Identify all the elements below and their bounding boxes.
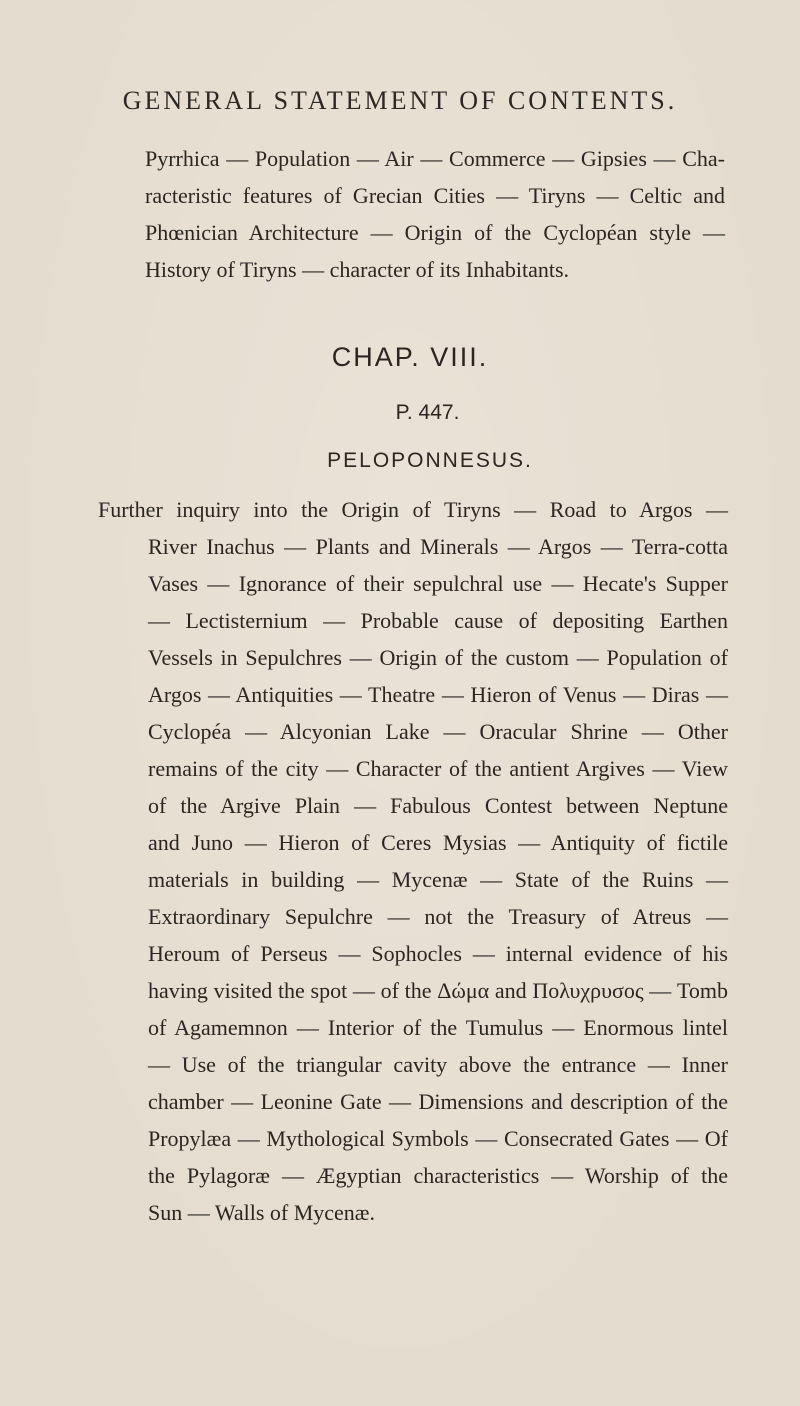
summary-line: — Use of the triangular cavity above the entrance — Inner [148, 1052, 728, 1077]
summary-line: the Pylagoræ — Ægyptian characteristics — Worship of the [148, 1163, 728, 1188]
summary-line: having visited the spot — of the Δώμα and Πολυχρυσος — Tomb [148, 978, 728, 1003]
summary-line: remains of the city — Character of the antient Argives — View [148, 756, 728, 781]
summary-line: Sun — Walls of Mycenæ. [148, 1200, 375, 1225]
summary-line: chamber — Leonine Gate — Dimensions and description of the [148, 1089, 728, 1114]
summary-line: Propylæa — Mythological Symbols — Consecrated Gates — Of [148, 1126, 728, 1151]
summary-line: River Inachus — Plants and Minerals — Argos — Terra-cotta [148, 534, 728, 559]
summary-line: — Lectisternium — Probable cause of depositing Earthen [148, 608, 728, 633]
chapter-summary [98, 491, 728, 1231]
summary-line: Vases — Ignorance of their sepulchral use — Hecate's Supper [148, 571, 728, 596]
summary-line: Vessels in Sepulchres — Origin of the custom — Population of [148, 645, 728, 670]
intro-paragraph [145, 140, 725, 288]
intro-line: racteristic features of Grecian Cities — Tiryns — Celtic and [145, 183, 725, 208]
page-reference: P. 447. [395, 401, 460, 424]
summary-line: materials in building — Mycenæ — State of the Ruins — [148, 867, 728, 892]
running-head: GENERAL STATEMENT OF CONTENTS. [122, 86, 678, 115]
intro-line: History of Tiryns — character of its Inhabitants. [145, 257, 570, 282]
summary-line: Extraordinary Sepulchre — not the Treasury of Atreus — [148, 904, 728, 929]
summary-line: and Juno — Hieron of Ceres Mysias — Antiquity of fictile [148, 830, 728, 855]
summary-line: Heroum of Perseus — Sophocles — internal evidence of his [148, 941, 728, 966]
summary-line: Argos — Antiquities — Theatre — Hieron of Venus — Diras — [148, 682, 728, 707]
chapter-heading: CHAP. VIII. [331, 342, 489, 372]
summary-line: Further inquiry into the Origin of Tiryns — Road to Argos — [98, 497, 728, 522]
section-title: PELOPONNESUS. [327, 449, 533, 472]
intro-line: Pyrrhica — Population — Air — Commerce — Gipsies — Cha- [145, 146, 725, 171]
summary-line: of the Argive Plain — Fabulous Contest between Neptune [148, 793, 728, 818]
summary-line: of Agamemnon — Interior of the Tumulus — Enormous lintel [148, 1015, 728, 1040]
summary-line: Cyclopéa — Alcyonian Lake — Oracular Shrine — Other [148, 719, 728, 744]
intro-line: Phœnician Architecture — Origin of the Cyclopéan style — [145, 220, 725, 245]
